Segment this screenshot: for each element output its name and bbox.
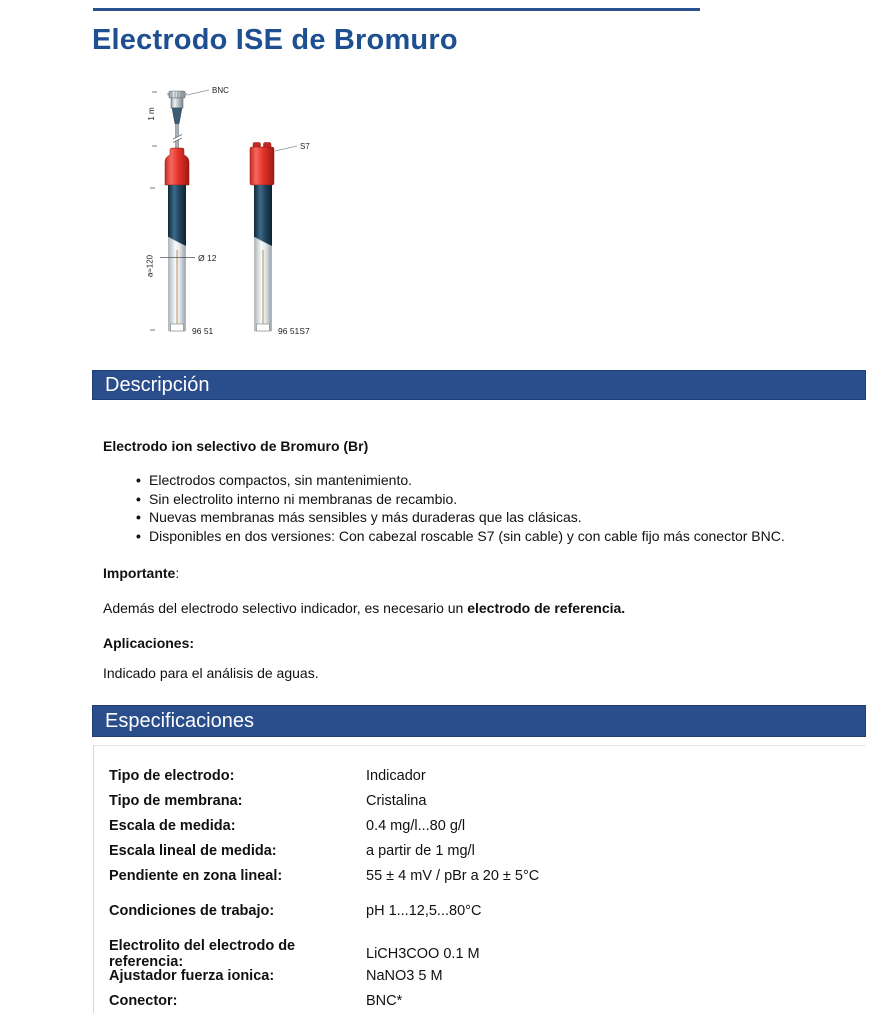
list-item-text: Electrodos compactos, sin mantenimiento.: [149, 472, 413, 488]
spec-label: Pendiente en zona lineal:: [109, 867, 283, 884]
applications-label: Aplicaciones:: [103, 635, 195, 651]
list-item-text: Disponibles en dos versiones: Con cabezal roscable S7 (sin cable) y con cable fijo más conector BNC.: [149, 527, 785, 544]
section-header-descripcion: [92, 370, 866, 400]
s7-label: S7: [300, 142, 310, 151]
model-cable-label: 96 51: [192, 326, 214, 336]
spec-label: Ajustador fuerza ionica:: [109, 967, 275, 984]
spec-value: 0.4 mg/l...80 g/l: [366, 817, 466, 834]
list-item: [136, 508, 785, 527]
electrode-diagram: [145, 80, 385, 358]
spec-label: Escala de medida:: [109, 817, 236, 834]
spec-label: Electrolito del electrodo de referencia:: [109, 938, 296, 970]
table-row: [109, 863, 866, 888]
body-length-dim: a≈120: [145, 254, 155, 278]
important-note: [103, 564, 179, 582]
list-item: [136, 527, 785, 546]
important-colon: :: [175, 565, 180, 581]
spec-value: Cristalina: [366, 792, 427, 809]
table-row: [109, 763, 866, 788]
bullet-icon: •: [136, 490, 141, 507]
table-row: [109, 988, 866, 1013]
electrode-drawing: [145, 80, 385, 358]
descripcion-heading: Descripción: [105, 373, 210, 396]
table-row: [109, 963, 866, 988]
bnc-label: BNC: [212, 86, 229, 95]
cable-length-dim: 1 m: [147, 107, 156, 121]
list-item: [136, 490, 785, 509]
reference-bold-text: electrodo de referencia.: [467, 600, 626, 616]
especificaciones-heading: Especificaciones: [105, 709, 254, 732]
list-item: [136, 471, 785, 490]
table-row: [109, 938, 866, 970]
table-row: [109, 788, 866, 813]
spec-label: Tipo de electrodo:: [109, 767, 235, 784]
spec-value: 55 ± 4 mV / pBr a 20 ± 5°C: [366, 867, 540, 884]
table-row: [109, 813, 866, 838]
spec-value: BNC*: [366, 992, 403, 1009]
top-rule: [93, 8, 700, 11]
section-header-especificaciones: [92, 705, 866, 737]
list-item-text: Sin electrolito interno ni membranas de recambio.: [149, 490, 458, 507]
spec-label: Condiciones de trabajo:: [109, 902, 275, 919]
reference-text: Además del electrodo selectivo indicador, es necesario un: [103, 600, 468, 616]
bullet-icon: •: [136, 472, 141, 488]
list-item-text: Nuevas membranas más sensibles y más duraderas que las clásicas.: [149, 509, 582, 525]
page-title: Electrodo ISE de Bromuro: [92, 24, 458, 56]
spec-label: Tipo de membrana:: [109, 792, 243, 809]
diameter-dim: Ø 12: [198, 253, 217, 263]
spec-label: Conector:: [109, 992, 178, 1009]
spec-label: Escala lineal de medida:: [109, 842, 277, 859]
spec-value: pH 1...12,5...80°C: [366, 902, 482, 919]
applications-text: Indicado para el análisis de aguas.: [103, 665, 319, 681]
electrode-s7-version: [250, 143, 274, 332]
description-intro: Electrodo ion selectivo de Bromuro (Br): [103, 438, 369, 454]
table-row: [109, 898, 866, 923]
spec-value: LiCH3COO 0.1 M: [366, 946, 480, 962]
important-label: Importante: [103, 565, 176, 581]
model-s7-label: 96 51S7: [278, 326, 310, 336]
electrode-cable-version: [165, 91, 189, 331]
table-row: [109, 838, 866, 863]
spec-value: Indicador: [366, 767, 426, 784]
feature-list: [136, 471, 785, 545]
specifications-table: [93, 745, 866, 1013]
bullet-icon: •: [136, 527, 141, 544]
spec-value: a partir de 1 mg/l: [366, 842, 475, 859]
reference-note: [103, 599, 625, 617]
bullet-icon: •: [136, 509, 141, 525]
spec-value: NaNO3 5 M: [366, 967, 443, 984]
